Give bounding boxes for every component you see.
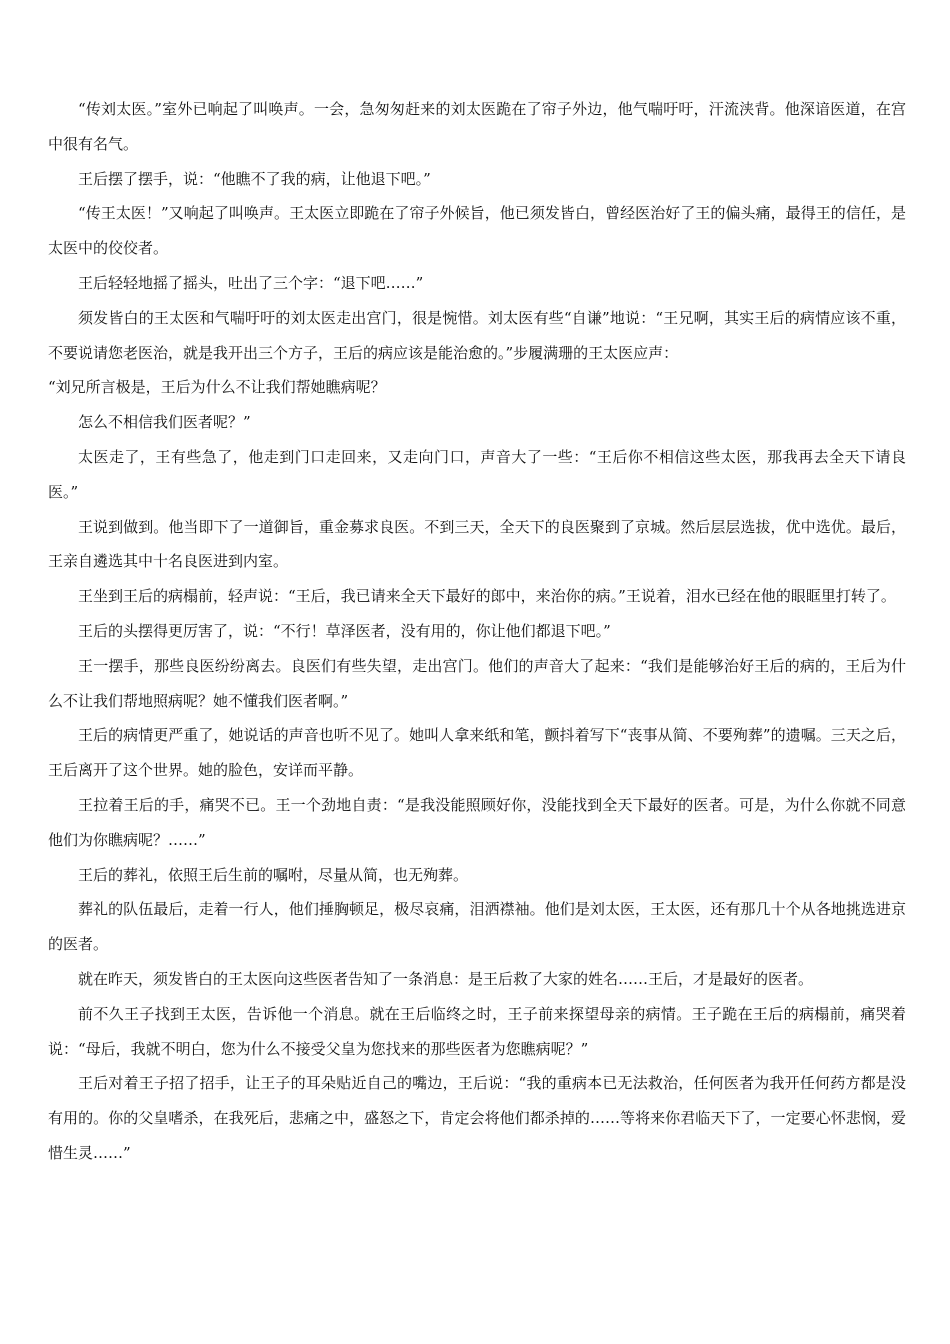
paragraph-6: “刘兄所言极是，王后为什么不让我们帮她瞧病呢？ xyxy=(48,378,386,397)
paragraph-8: 太医走了，王有些急了，他走到门口走回来，又走向门口，声音大了一些：“王后你不相信这些太医，那我再去全天下请良医。” xyxy=(48,447,906,501)
paragraph-7: 怎么不相信我们医者呢？” xyxy=(78,413,251,432)
paragraph-17: 就在昨天，须发皆白的王太医向这些医者告知了一条消息：是王后救了大家的姓名……王后，才是最好的医者。 xyxy=(78,969,814,988)
paragraph-3: “传王太医！”又响起了叫唤声。王太医立即跪在了帘子外候旨，他已须发皆白，曾经医治好了王的偏头痛，最得王的信任，是太医中的佼佼者。 xyxy=(48,204,906,258)
paragraph-2: 王后摆了摆手，说：“他瞧不了我的病，让他退下吧。” xyxy=(78,169,431,188)
paragraph-11: 王后的头摆得更厉害了，说：“不行！草泽医者，没有用的，你让他们都退下吧。” xyxy=(78,621,611,640)
paragraph-10: 王坐到王后的病榻前，轻声说：“王后，我已请来全天下最好的郎中，来治你的病。”王说着，泪水已经在他的眼眶里打转了。 xyxy=(78,587,896,606)
paragraph-18: 前不久王子找到王太医，告诉他一个消息。就在王后临终之时，王子前来探望母亲的病情。王子跪在王后的病榻前，痛哭着说：“母后，我就不明白，您为什么不接受父皇为您找来的那些医者为您瞧病呢？” xyxy=(48,1004,906,1058)
paragraph-15: 王后的葬礼，依照王后生前的嘱咐，尽量从简，也无殉葬。 xyxy=(78,865,469,884)
paragraph-16: 葬礼的队伍最后，走着一行人，他们捶胸顿足，极尽哀痛，泪洒襟袖。他们是刘太医，王太医，还有那几十个从各地挑选进京的医者。 xyxy=(48,900,906,954)
paragraph-12: 王一摆手，那些良医纷纷离去。良医们有些失望，走出宫门。他们的声音大了起来：“我们是能够治好王后的病的，王后为什么不让我们帮地照病呢？她不懂我们医者啊。” xyxy=(48,656,906,710)
paragraph-14: 王拉着王后的手，痛哭不已。王一个劲地自责：“是我没能照顾好你，没能找到全天下最好的医者。可是，为什么你就不同意他们为你瞧病呢？……” xyxy=(48,795,906,849)
paragraph-13: 王后的病情更严重了，她说话的声音也听不见了。她叫人拿来纸和笔，颤抖着写下“丧事从简、不要殉葬”的遗嘱。三天之后，王后离开了这个世界。她的脸色，安详而平静。 xyxy=(48,726,906,780)
story-text xyxy=(48,92,906,1171)
paragraph-19: 王后对着王子招了招手，让王子的耳朵贴近自己的嘴边，王后说：“我的重病本已无法救治，任何医者为我开任何药方都是没有用的。你的父皇嗜杀，在我死后，悲痛之中，盛怒之下，肯定会将他们都杀掉的……等将来你君临天下了，一定要心怀悲悯，爱惜生灵……” xyxy=(48,1074,906,1162)
paragraph-5: 须发皆白的王太医和气喘吁吁的刘太医走出宫门，很是惋惜。刘太医有些“自谦”地说：“王兄啊，其实王后的病情应该不重，不要说请您老医治，就是我开出三个方子，王后的病应该是能治愈的。”步履满珊的王太医应声： xyxy=(48,308,906,362)
paragraph-4: 王后轻轻地摇了摇头，吐出了三个字：“退下吧……” xyxy=(78,273,424,292)
paragraph-1: “传刘太医。”室外已响起了叫唤声。一会，急匆匆赶来的刘太医跪在了帘子外边，他气喘吁吁，汗流浃背。他深谙医道，在宫中很有名气。 xyxy=(48,100,906,153)
paragraph-9: 王说到做到。他当即下了一道御旨，重金募求良医。不到三天，全天下的良医聚到了京城。然后层层选拔，优中选优。最后，王亲自遴选其中十名良医进到内室。 xyxy=(48,517,906,571)
